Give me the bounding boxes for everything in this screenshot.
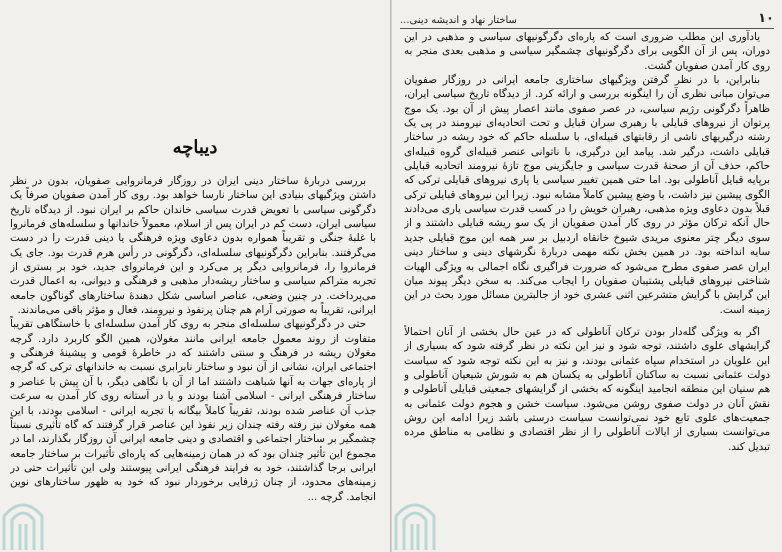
paragraph: یادآوری این مطلب ضروری است که پاره‌ای دگرگونیهای سیاسی و مذهبی در این دوران، پس از آن الگویی برای دگرگونیهای چشمگیر سیاسی و مذهبی بعدی منجر به روی کار آمدن صفویان گشت. (404, 31, 770, 72)
running-header (400, 6, 774, 29)
paragraph: بررسی دربارهٔ ساختار دینی ایران در روزگار فرمانروایی صفویان، بدون در نظر داشتن ویژگیهای بنیادی این ساختار نارسا خواهد بود. روی کار آمدن صفویان صرفاً یک دگرگونی سیاسی با تعویض قدرت سیاسی خاندان حاکم بر ایران نبود. از دیدگاه تاریخ سیاسی ایران، دست کم در ایران پس از اسلام، معمولاً خاندانها و سلسله‌های فرمانروا با غلبهٔ جنگی و تقریباً همواره بدون دعاوی ویژه فرهنگی یا دینی قدرت را در دست می‌گرفتند. بنابراین دگرگونیهای سلسله‌ای، دگرگونی در رأس هرم قدرت بود. جای یک فرمانروا را، فرمانروایی دیگر پر می‌کرد و این فرمانروای جدید، خود بر بستری از تجربه متراکم سیاسی و ساختار ریشه‌دار مذهبی و فرهنگی و دیوانی، به اعمال قدرت می‌پرداخت. در چنین وضعی، عناصر اساسی شکل دهندهٔ ساختارهای گوناگون جامعه ایرانی، تقریباً به صورتی آرام هم چنان پرنفوذ و نیرومند، فعال و مؤثر باقی می‌ماندند. (10, 175, 376, 317)
right-page (391, 0, 782, 552)
library-stamp-icon (0, 490, 46, 552)
page-number: ۱۰ (758, 11, 774, 26)
library-stamp-icon (392, 490, 438, 552)
paragraph: حتی در دگرگونیهای سلسله‌ای منجر به روی کار آمدن سلسله‌ای با خاستگاهی تقریباً متفاوت از روند معمول جامعه ایرانی مانند مغولان، همین الگو کاربرد دارد. گرچه مغولان ریشه در فرهنگ و سنتی داشتند که در خاطرهٔ قومی و پیشینهٔ فرهنگی و اجتماعی ایران، نشانی از آن نبود و ساختار نابرابری نسبت به خاندانهای ترکی که گرچه از پاره‌ای جهات به آنها شباهت داشتند اما از آن با نگاهی دیگر، با آن پیش با عناصر و ساختار فرهنگی ایرانی - اسلامی آشنا بودند و یا در آستانه روی کار آمدن به سرعت جذب آن عناصر شده بودند، تقریباً کاملاً بیگانه با تجربه ایرانی - اسلامی بودند، با این همه مغولان نیز رفته رفته چندان زیر نفوذ این عناصر قرار گرفتند که گاه تأثیری نسبتاً چشمگیر بر ساختار اجتماعی و اقتصادی و دینی جامعه ایرانی آن روزگار بگذارند، اما در مجموع این تأثیر چندان بود که در همان زمینه‌هایی که پاره‌ای تأثیرات بر ساختار جامعه ایرانی برجا گذاشتند، خود به فرایند فرهنگی ایرانی پیوستند ولی این تأثیرات حتی در زمینه‌های محدود، از چنان ژرفایی برخوردار نبود که خود به ظهور ساختارهای نوین انجامد. گرچه ... (10, 318, 376, 503)
left-page-body (10, 174, 376, 544)
paragraph: بنابراین، با در نظر گرفتن ویژگیهای ساختاری جامعه ایرانی در روزگار صفویان می‌توان مبانی نظری آن را اینگونه بررسی و ارائه کرد. از دیدگاه تاریخ سیاسی ایران، ظاهراً دگرگونی رژیم سیاسی، در عصر صفوی مانند اعصار پیش از آن بود. یک موج پرتوان از نیروهای قبایلی با رهبری سران قبایل و تحت اتحادیه‌ای نیرومند در پی یک رشته درگیریهای ناشی از رقابتهای قبیله‌ای، با سلسله حاکم که خود ریشه در ساختار قبایلی داشت، درگیر شد. پیامد این درگیری، با ناتوانی عنصر قبیله‌ای گروه قبیله‌ای حاکم، حذف آن از صحنهٔ قدرت سیاسی و جایگزینی موج تازهٔ نیرومند اتحادیه قبایلی برپایه قبایل آناطولی بود. اما حتی همین تغییر سیاسی یا پاری نیروهای قبایلی ترکی که الگوی پیشین نیز داشت، با وضع پیشین کاملاً مشابه نبود. زیرا این نیروهای قبایلی ترکی قبلاً بدون دعاوی ویژه مذهبی، رهبران خویش را در کسب قدرت سیاسی یاری می‌دادند حال آنکه ترکان مؤثر در روی کار آمدن صفویان از یک سو ریشه قبایلی داشتند و از سوی دیگر چتر معنوی مریدی شیوخ خانقاه اردبیل بر سر همه این موج قبایلی جدید سایه انداخته بود. در همین بخش نکته مهمی دربارهٔ نگرشهای دینی و ساختار دینی ایران عصر صفوی مطرح می‌شود که ضرورت فراگیری نگاه اجمالی به ویژگی الهیات شناختی نیروهای قبایلی پشتیبان صفویان را ایجاب می‌کند. به سخن دیگر پیوند میان این گرایش با گرایش متشرعین اثنی عشری خود از جالبترین مسائل مورد بحث در این زمینه است. (404, 74, 770, 316)
header-title: ساختار نهاد و اندیشه دینی... (400, 15, 517, 26)
paragraph: اگر به ویژگی گله‌دار بودن ترکان آناطولی که در عین حال بخشی از آنان احتمالاً گرایشهای علوی داشتند، توجه شود و نیز این نکته در نظر گرفته شود که بسیاری از این علویان در استخدام سپاه عثمانی بودند، و نیز به این نکته توجه شود که سیاست دولت عثمانی نسبت به ساکنان آناطولی به یکسان هم به شورش شیعیان آناطولی و هم سنیان این منطقه انجامید اینگونه که بخشی از گرایشهای جمعیتی قبایلی آناطولی و نقش آنان در دولت صفوی روشن می‌شود. سیاست خشن و هجوم دولت عثمانی به جمعیت‌های علوی تابع خود نمی‌توانست سیاست درستی باشد زیرا ادامه این روش می‌توانست بسیاری از ایالات آناطولی را از نظر اقتصادی و نظامی به مناطق مرده تبدیل کند. (404, 325, 770, 453)
paragraph-gap (404, 317, 770, 325)
right-page-body (404, 30, 770, 538)
chapter-title: دیباچه (172, 137, 218, 158)
